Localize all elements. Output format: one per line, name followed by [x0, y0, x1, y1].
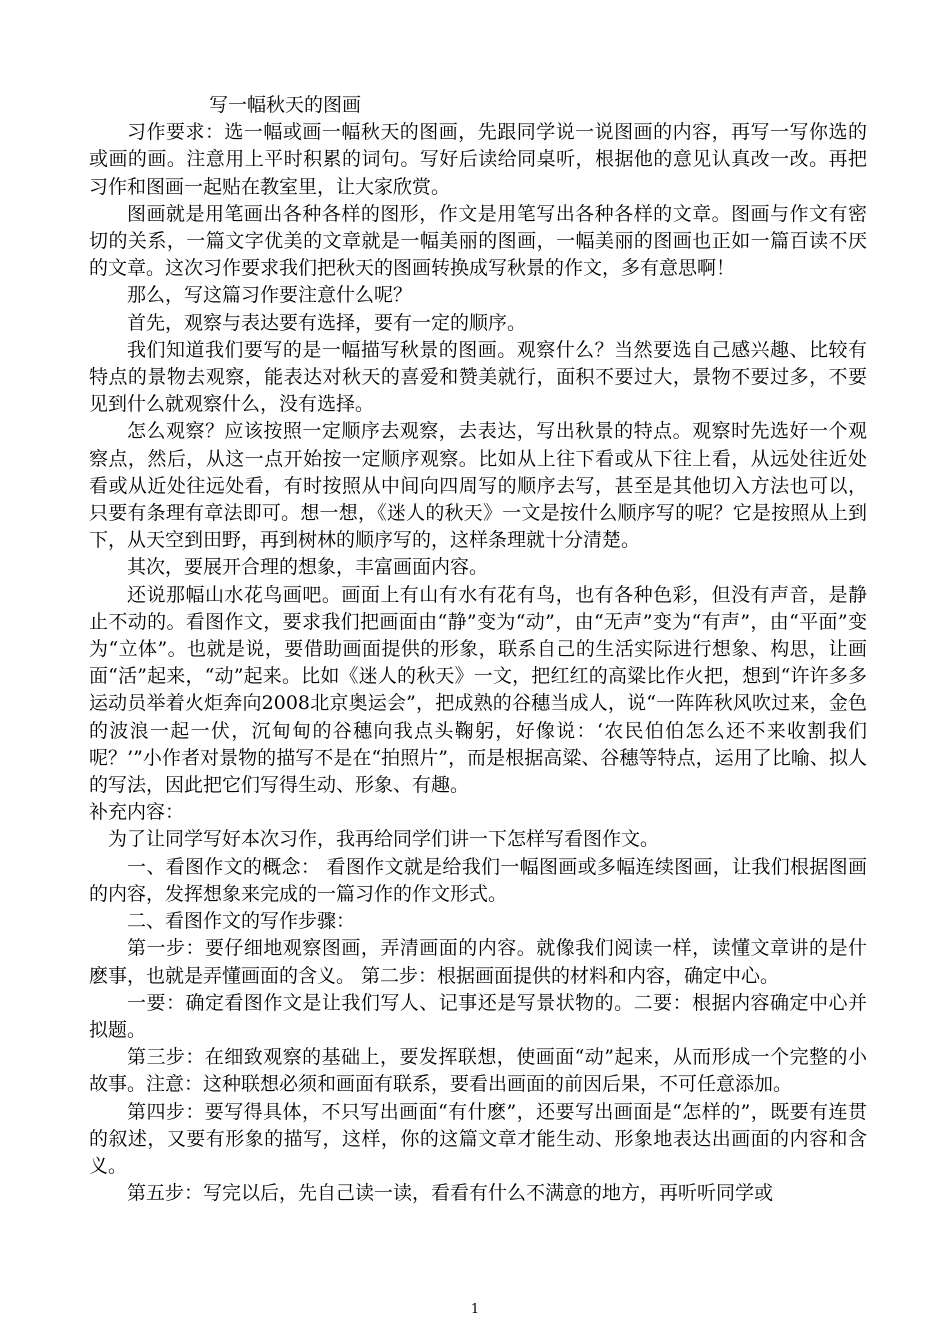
- paragraph: 其次，要展开合理的想象，丰富画面内容。: [127, 556, 489, 579]
- document-page: [89, 92, 867, 1207]
- paragraph: 第五步：写完以后，先自己读一读，看看有什么不满意的地方，再听听同学或: [127, 1182, 774, 1205]
- document-body: [89, 119, 867, 1207]
- paragraph: 第四步：要写得具体，不只写出画面“有什麽”，还要写出画面是“怎样的”，既要有连贯的叙述，又要有形象的描写，这样，你的这篇文章才能生动、形象地表达出画面的内容和含义。: [89, 1100, 867, 1177]
- section-heading: 补充内容：: [89, 801, 185, 824]
- page-number: 1: [470, 1302, 480, 1317]
- paragraph: 怎么观察？应该按照一定顺序去观察，去表达，写出秋景的特点。观察时先选好一个观察点，然后，从这一点开始按一定顺序观察。比如从上往下看或从下往上看，从远处往近处看或从近处往远处看，有时按照从中间向四周写的顺序去写，甚至是其他切入方法也可以，只要有条理有章法即可。想一想，《迷人的秋天》一文是按什么顺序写的呢？它是按照从上到下，从天空到田野，再到树林的顺序写的，这样条理就十分清楚。: [89, 420, 867, 552]
- paragraph: 一、看图作文的概念： 看图作文就是给我们一幅图画或多幅连续图画，让我们根据图画的内容，发挥想象来完成的一篇习作的作文形式。: [89, 855, 867, 905]
- paragraph: 二、看图作文的写作步骤：: [127, 910, 356, 933]
- paragraph: 第三步：在细致观察的基础上，要发挥联想，使画面“动”起来，从而形成一个完整的小故事。注意：这种联想必须和画面有联系，要看出画面的前因后果，不可任意添加。: [89, 1046, 867, 1096]
- paragraph: 第一步：要仔细地观察图画，弄清画面的内容。就像我们阅读一样，读懂文章讲的是什麽事，也就是弄懂画面的含义。 第二步：根据画面提供的材料和内容，确定中心。: [89, 937, 867, 987]
- paragraph: 图画就是用笔画出各种各样的图形，作文是用笔写出各种各样的文章。图画与作文有密切的关系，一篇文字优美的文章就是一幅美丽的图画，一幅美丽的图画也正如一篇百读不厌的文章。这次习作要求我们把秋天的图画转换成写秋景的作文，多有意思啊！: [89, 202, 867, 280]
- paragraph: 习作要求：选一幅或画一幅秋天的图画，先跟同学说一说图画的内容，再写一写你选的或画的画。注意用上平时积累的词句。写好后读给同桌听，根据他的意见认真改一改。再把习作和图画一起贴在教室里，让大家欣赏。: [89, 121, 867, 198]
- document-title: 写一幅秋天的图画: [209, 94, 362, 116]
- paragraph: 还说那幅山水花鸟画吧。画面上有山有水有花有鸟，也有各种色彩，但没有声音，是静止不动的。看图作文，要求我们把画面由“静”变为“动”，由“无声”变为“有声”，由“平面”变为“立体”。也就是说，要借助画面提供的形象，联系自己的生活实际进行想象、构思，让画面“活”起来，“动”起来。比如《迷人的秋天》一文，把红红的高粱比作火把，想到“许许多多运动员举着火炬奔向2008北京奥运会”，把成熟的谷穗当成人，说“一阵阵秋风吹过来，金色的波浪一起一伏，沉甸甸的谷穗向我点头鞠躬，好像说：‘农民伯伯怎么还不来收割我们呢？’”小作者对景物的描写不是在“拍照片”，而是根据高粱、谷穗等特点，运用了比喻、拟人的写法，因此把它们写得生动、形象、有趣。: [89, 583, 867, 797]
- paragraph: 那么，写这篇习作要注意什么呢？: [127, 284, 413, 307]
- paragraph: 一要：确定看图作文是让我们写人、记事还是写景状物的。二要：根据内容确定中心并拟题。: [89, 991, 867, 1041]
- paragraph: 我们知道我们要写的是一幅描写秋景的图画。观察什么？当然要选自己感兴趣、比较有特点的景物去观察，能表达对秋天的喜爱和赞美就行，面积不要过大，景物不要过多，不要见到什么就观察什么，没有选择。: [89, 338, 867, 416]
- paragraph: 首先，观察与表达要有选择，要有一定的顺序。: [127, 311, 527, 334]
- paragraph: 为了让同学写好本次习作，我再给同学们讲一下怎样写看图作文。: [108, 828, 660, 851]
